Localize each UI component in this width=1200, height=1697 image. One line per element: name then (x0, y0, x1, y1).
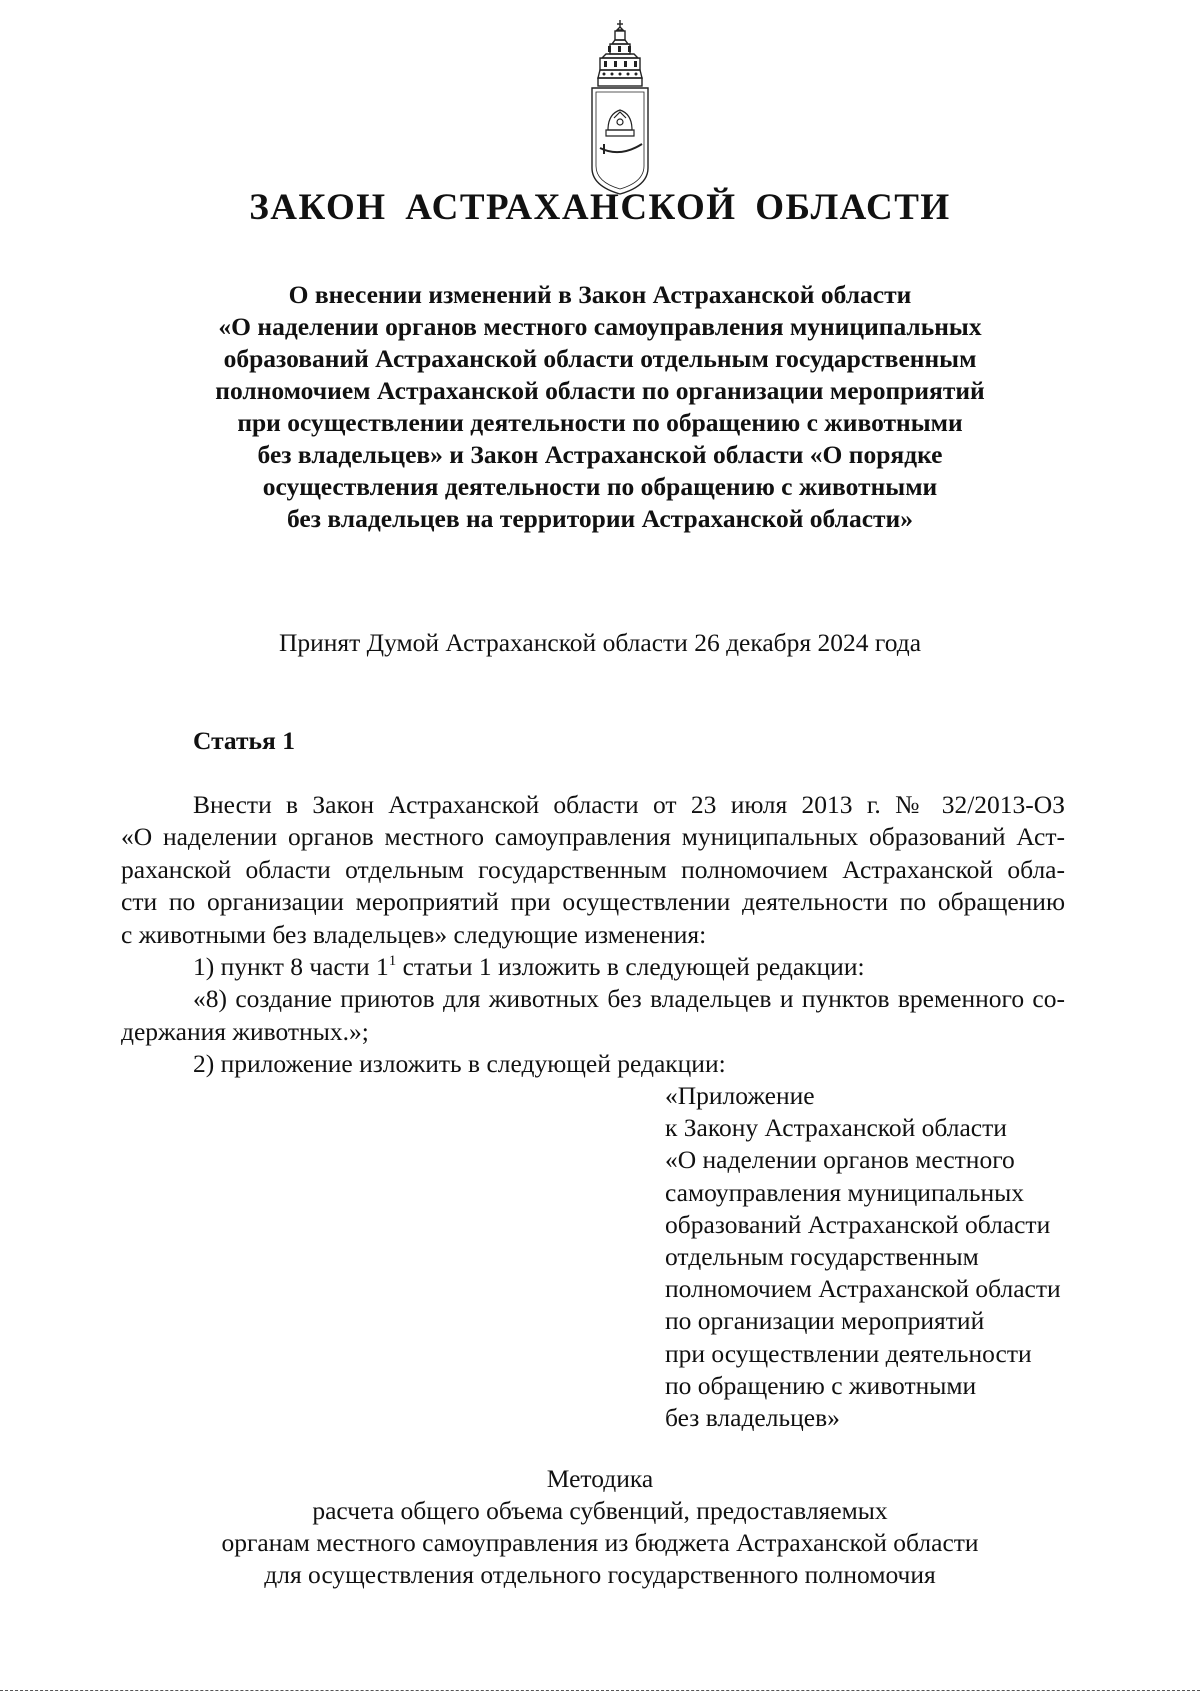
methodology-line: для осуществления отдельного государственного полномочия (264, 1560, 936, 1589)
law-subtitle (100, 279, 1100, 535)
page-cut-line (0, 1690, 1200, 1691)
article-body (121, 789, 1065, 1081)
appendix-line: «Приложение (665, 1081, 815, 1110)
subtitle-line: образований Астраханской области отдельным государственным (223, 344, 977, 373)
appendix-line: к Закону Астраханской области (665, 1113, 1007, 1143)
body-line: с животными без владельцев» следующие изменения: (121, 919, 707, 949)
item-1-prefix: 1) пункт 8 части 1 (193, 952, 389, 982)
appendix-line: образований Астраханской области (665, 1209, 1051, 1239)
body-line: сти по организации мероприятий при осуществлении деятельности по обращению (121, 887, 1065, 917)
appendix-line: «О наделении органов местного (665, 1145, 1015, 1175)
methodology-line: расчета общего объема субвенций, предоставляемых (312, 1496, 888, 1525)
item-1 (121, 951, 1065, 983)
subtitle-line: полномочием Астраханской области по организации мероприятий (215, 376, 985, 405)
article-heading: Статья 1 (193, 726, 295, 755)
item-1-superscript: 1 (388, 953, 397, 970)
item-2: 2) приложение изложить в следующей редакции: (193, 1049, 726, 1079)
quote-line: держания животных.»; (121, 1016, 369, 1046)
adoption-note: Принят Думой Астраханской области 26 декабря 2024 года (278, 628, 922, 657)
subtitle-line: при осуществлении деятельности по обращению с животными (237, 408, 963, 437)
quote-line: «8) создание приютов для животных без владельцев и пунктов временного со- (193, 984, 1065, 1014)
item-1-suffix: статьи 1 изложить в следующей редакции: (396, 952, 865, 982)
appendix-line: по организации мероприятий (665, 1306, 985, 1336)
methodology-line: Методика (546, 1464, 654, 1493)
appendix-line: по обращению с животными (665, 1370, 977, 1400)
subtitle-line: О внесении изменений в Закон Астраханской области (288, 280, 912, 309)
appendix-line: полномочием Астраханской области (665, 1274, 1061, 1304)
document-title: ЗАКОН АСТРАХАНСКОЙ ОБЛАСТИ (249, 187, 951, 228)
appendix-line: при осуществлении деятельности (665, 1338, 1032, 1368)
appendix-line: самоуправления муниципальных (665, 1177, 1025, 1207)
body-line: Внести в Закон Астраханской области от 23 июля 2013 г. № 32/2013-ОЗ (193, 790, 1065, 819)
appendix-line: без владельцев» (665, 1403, 840, 1433)
appendix-line: отдельным государственным (665, 1242, 979, 1272)
methodology-heading (100, 1463, 1100, 1591)
subtitle-line: «О наделении органов местного самоуправления муниципальных (218, 312, 982, 341)
appendix-reference (665, 1080, 1085, 1434)
body-line: раханской области отдельным государственным полномочием Астраханской обла- (121, 854, 1065, 884)
subtitle-line: осуществления деятельности по обращению с животными (262, 472, 938, 501)
body-line: «О наделении органов местного самоуправления муниципальных образований Аст- (121, 822, 1065, 852)
subtitle-line: без владельцев на территории Астраханской области» (286, 504, 914, 533)
coat-of-arms-icon (584, 18, 656, 198)
subtitle-line: без владельцев» и Закон Астраханской области «О порядке (257, 440, 943, 469)
methodology-line: органам местного самоуправления из бюджета Астраханской области (221, 1528, 979, 1557)
